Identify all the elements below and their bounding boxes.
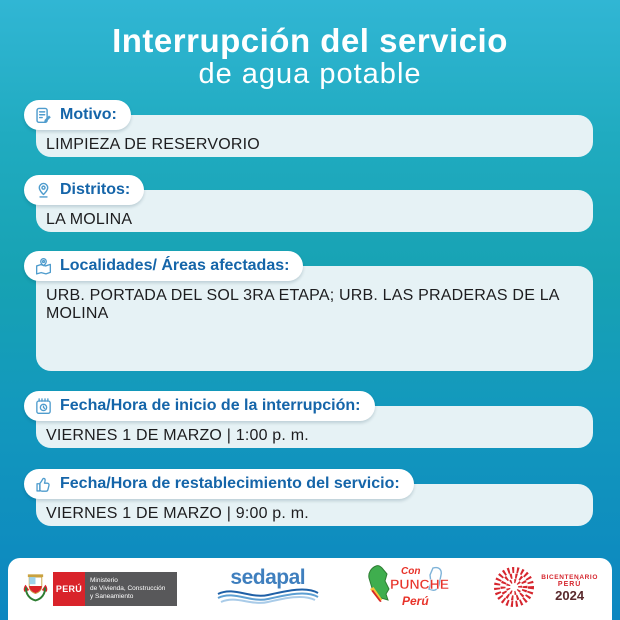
distritos-label-pill (24, 175, 144, 205)
page-title: Interrupción del servicio (112, 22, 508, 59)
motivo-value: LIMPIEZA DE RESERVORIO (46, 136, 260, 153)
fecha-restablecimiento-label: Fecha/Hora de restablecimiento del servicio: (60, 475, 400, 492)
con-punche-peru-logo (359, 561, 455, 618)
bicentenario-logo (493, 566, 598, 613)
bicentenario-text (541, 574, 598, 604)
localidades-value: URB. PORTADA DEL SOL 3RA ETAPA; URB. LAS PRADERAS DE LA MOLINA (46, 287, 559, 322)
punche-line1-text: Con (400, 565, 420, 577)
ministry-line3: y Saneamiento (90, 593, 134, 601)
localidades-label-pill (24, 251, 303, 281)
calendar-clock-icon (34, 397, 53, 416)
punche-line2-text: PUNCHE (389, 575, 449, 592)
footer-logo-bar (8, 558, 612, 620)
fecha-inicio-label-pill (24, 391, 375, 421)
map-pin-icon (34, 181, 53, 200)
sedapal-wordmark: sedapal (230, 566, 306, 589)
ministry-line1: Ministerio (90, 576, 118, 584)
thumbs-up-icon (34, 475, 53, 494)
ministry-name (85, 572, 177, 606)
sedapal-logo (216, 567, 320, 609)
localidades-value-box (36, 266, 593, 371)
clipboard-pencil-icon (34, 106, 53, 125)
bicentenario-line2: PERÚ (557, 581, 582, 589)
punche-line3-text: Perú (401, 593, 429, 608)
bicentenario-line3: 2024 (555, 588, 585, 604)
ministry-logo (22, 570, 177, 608)
sedapal-waves-icon (216, 588, 320, 609)
fecha-restablecimiento-label-pill (24, 469, 414, 499)
bicentenario-line1: BICENTENARIO (541, 573, 598, 581)
map-area-icon (34, 257, 53, 276)
page-subtitle: de agua potable (198, 58, 422, 90)
ministry-line2: de Vivienda, Construcción (90, 584, 166, 592)
motivo-label-pill (24, 100, 131, 130)
fecha-inicio-value: VIERNES 1 DE MARZO | 1:00 p. m. (46, 427, 309, 444)
peru-coat-of-arms-icon (22, 570, 49, 608)
fecha-inicio-label: Fecha/Hora de inicio de la interrupción: (60, 397, 361, 414)
localidades-label: Localidades/ Áreas afectadas: (60, 257, 290, 274)
distritos-label: Distritos: (60, 181, 131, 198)
poster-header (0, 24, 620, 89)
motivo-label: Motivo: (60, 106, 117, 123)
fecha-restablecimiento-value: VIERNES 1 DE MARZO | 9:00 p. m. (46, 505, 309, 522)
peru-country-badge: PERÚ (53, 572, 85, 606)
bicentenario-burst-icon (493, 566, 535, 613)
distritos-value: LA MOLINA (46, 211, 133, 228)
